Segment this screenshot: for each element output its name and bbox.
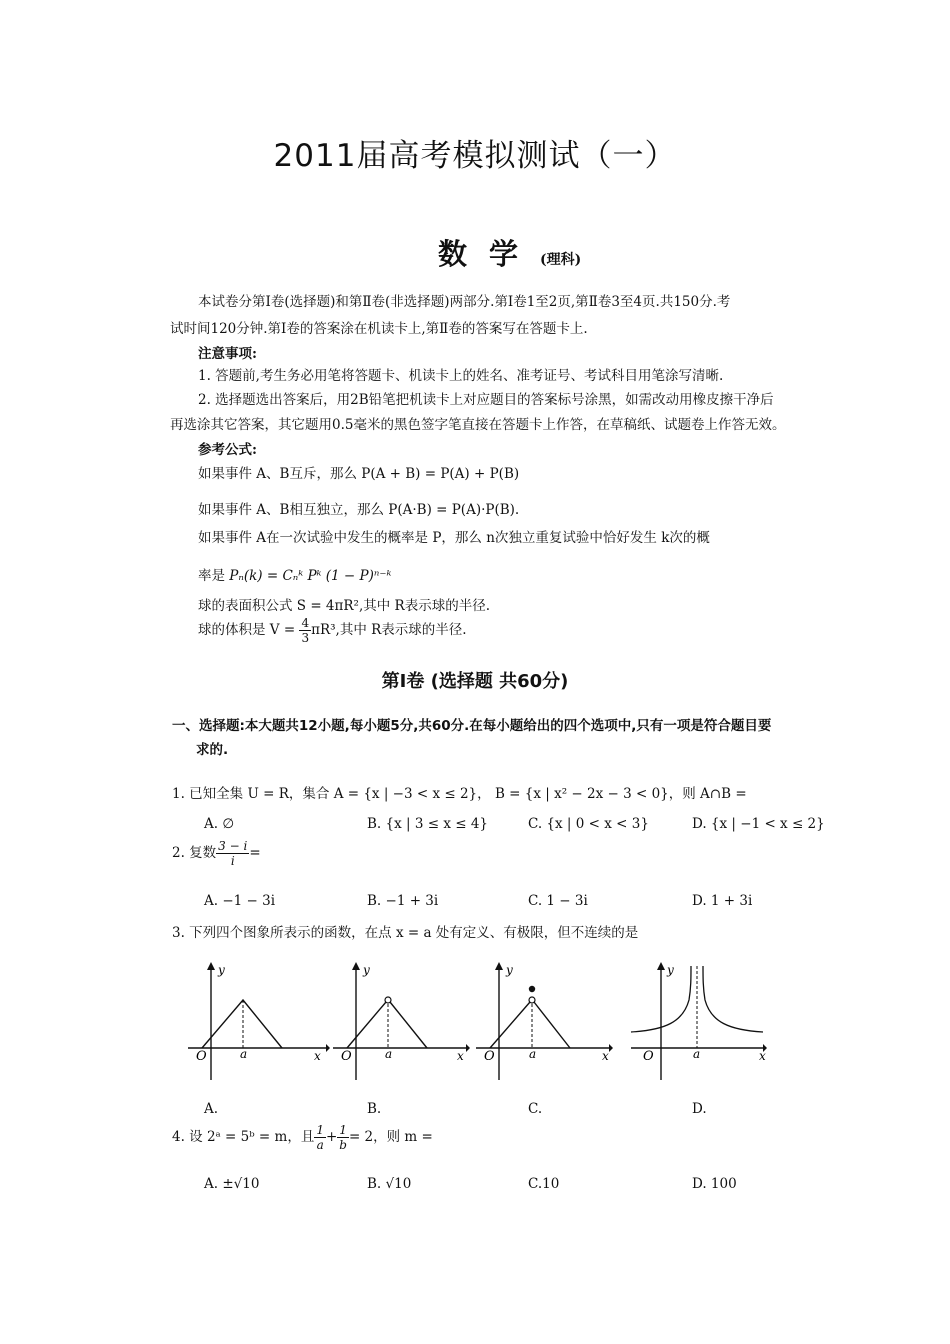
notice-heading: 注意事项: (198, 346, 257, 362)
graph-a-curve (202, 1000, 282, 1048)
graph-c-filled-point (529, 986, 535, 992)
graph-b-x-label: x (457, 1049, 464, 1063)
question-4-option-a: A. ±√10 (204, 1176, 260, 1192)
graph-c (470, 960, 620, 1085)
subject-name: 数学 (438, 237, 541, 271)
question-1-option-d: D. {x | −1 < x ≤ 2} (692, 816, 825, 832)
question-4-option-d: D. 100 (692, 1176, 737, 1192)
question-4-stem: 4. 设 2ᵃ = 5ᵇ = m，且 $\frac{1}{a}$ + $\frac{1}{b}$ = 2，则 m = (172, 1123, 433, 1152)
graph-c-a-label: a (529, 1047, 537, 1061)
intro-line-1: 本试卷分第Ⅰ卷(选择题)和第Ⅱ卷(非选择题)两部分.第Ⅰ卷1至2页,第Ⅱ卷3至4页.共150分.考 (198, 294, 731, 310)
formula-independent: 如果事件 A、B相互独立，那么 P(A·B) = P(A)·P(B). (198, 502, 520, 518)
question-2-option-d: D. 1 + 3i (692, 893, 753, 909)
volume-fraction: $\frac{4}{3}$ (301, 616, 310, 645)
graph-b-curve-right (390, 1002, 427, 1048)
graph-d-a-label: a (693, 1047, 701, 1061)
question-2-stem: 2. 复数 $\frac{3 - i}{i}$ = (172, 839, 261, 868)
question-2-fraction: $\frac{3 - i}{i}$ (218, 839, 248, 868)
question-3-option-a: A. (204, 1101, 219, 1117)
question-3-option-b: B. (367, 1101, 382, 1117)
section-1-instruction-1: 一、选择题:本大题共12小题,每小题5分,共60分.在每小题给出的四个选项中,只有一项是符合题目要 (172, 718, 772, 734)
question-4-fraction-1: $\frac{1}{a}$ (316, 1123, 324, 1152)
graph-d-curve-right (703, 966, 763, 1032)
graph-c-y-arrow (495, 962, 503, 970)
graph-a (180, 960, 330, 1085)
graph-d-y-arrow (657, 962, 665, 970)
question-1-option-c: C. {x | 0 < x < 3} (528, 816, 649, 832)
graph-c-origin: O (484, 1049, 495, 1064)
formula-binomial-text: 如果事件 A在一次试验中发生的概率是 P，那么 n次独立重复试验中恰好发生 k次的概 (198, 530, 710, 546)
graph-a-a-label: a (240, 1047, 248, 1061)
question-1-option-b: B. {x | 3 ≤ x ≤ 4} (367, 816, 489, 832)
formula-heading: 参考公式: (198, 442, 257, 458)
question-2-option-a: A. −1 − 3i (204, 893, 276, 909)
formula-binomial-prefix: 率是 (198, 568, 230, 584)
formula-sphere-area: 球的表面积公式 S = 4πR²,其中 R表示球的半径. (198, 598, 491, 614)
graph-a-y-label: y (218, 963, 225, 977)
question-3-stem: 3. 下列四个图象所表示的函数，在点 x = a 处有定义、有极限，但不连续的是 (172, 925, 639, 941)
graph-c-x-label: x (602, 1049, 609, 1063)
graph-a-x-label: x (314, 1049, 321, 1063)
question-1-option-a: A. ∅ (204, 816, 235, 832)
formula-binomial (198, 564, 391, 584)
question-2-option-c: C. 1 − 3i (528, 893, 588, 909)
formula-binomial-expr: Pₙ(k) = Cₙᵏ Pᵏ (1 − P)ⁿ⁻ᵏ (229, 568, 392, 584)
graph-b-a-label: a (385, 1047, 393, 1061)
graph-b-y-label: y (363, 963, 370, 977)
question-4-option-c: C.10 (528, 1176, 560, 1192)
formula-exclusive: 如果事件 A、B互斥，那么 P(A + B) = P(A) + P(B) (198, 466, 520, 482)
graph-d-y-label: y (667, 963, 674, 977)
graph-d-origin: O (643, 1049, 654, 1064)
graph-c-x-arrow (609, 1044, 613, 1052)
graph-b-open-point (385, 997, 391, 1003)
graph-c-open-point (529, 997, 535, 1003)
question-4-option-b: B. √10 (367, 1176, 412, 1192)
exam-title: 2011届高考模拟测试（一） (273, 138, 677, 174)
subject-note: (理科) (540, 252, 582, 268)
section-1-title: 第Ⅰ卷 (选择题 共60分) (381, 671, 569, 692)
question-1-stem: 1. 已知全集 U = R，集合 A = {x | −3 < x ≤ 2}， B = {x | x² − 2x − 3 < 0}，则 A∩B = (172, 786, 747, 802)
graph-a-origin: O (196, 1049, 207, 1064)
formula-volume-suffix: πR³,其中 R表示球的半径. (311, 622, 467, 638)
intro-line-2: 试时间120分钟.第Ⅰ卷的答案涂在机读卡上,第Ⅱ卷的答案写在答题卡上. (170, 321, 588, 337)
notice-1: 1. 答题前,考生务必用笔将答题卡、机读卡上的姓名、准考证号、考试科目用笔涂写清晰. (198, 368, 724, 384)
graph-d-x-label: x (759, 1049, 766, 1063)
formula-sphere-volume (198, 617, 467, 644)
graph-c-curve-left (490, 1002, 530, 1048)
graph-b (325, 960, 475, 1085)
graph-c-y-label: y (506, 963, 513, 977)
graph-b-y-arrow (352, 962, 360, 970)
section-1-instruction-2: 求的. (196, 742, 229, 758)
subject-heading (438, 232, 581, 273)
graph-d (625, 960, 775, 1085)
question-3-option-d: D. (692, 1101, 707, 1117)
notice-2b: 再选涂其它答案，其它题用0.5毫米的黑色签字笔直接在答题卡上作答，在草稿纸、试题卷上作答无效。 (170, 417, 786, 433)
question-2-option-b: B. −1 + 3i (367, 893, 439, 909)
question-4-fraction-2: $\frac{1}{b}$ (339, 1123, 347, 1152)
graph-b-curve-left (347, 1002, 386, 1048)
question-3-option-c: C. (528, 1101, 543, 1117)
graph-a-y-arrow (207, 962, 215, 970)
notice-2a: 2. 选择题选出答案后，用2B铅笔把机读卡上对应题目的答案标号涂黑，如需改动用橡皮擦干净后 (198, 392, 774, 408)
graph-c-curve-right (534, 1002, 570, 1048)
graph-b-origin: O (341, 1049, 352, 1064)
formula-volume-prefix: 球的体积是 V = (198, 622, 300, 638)
